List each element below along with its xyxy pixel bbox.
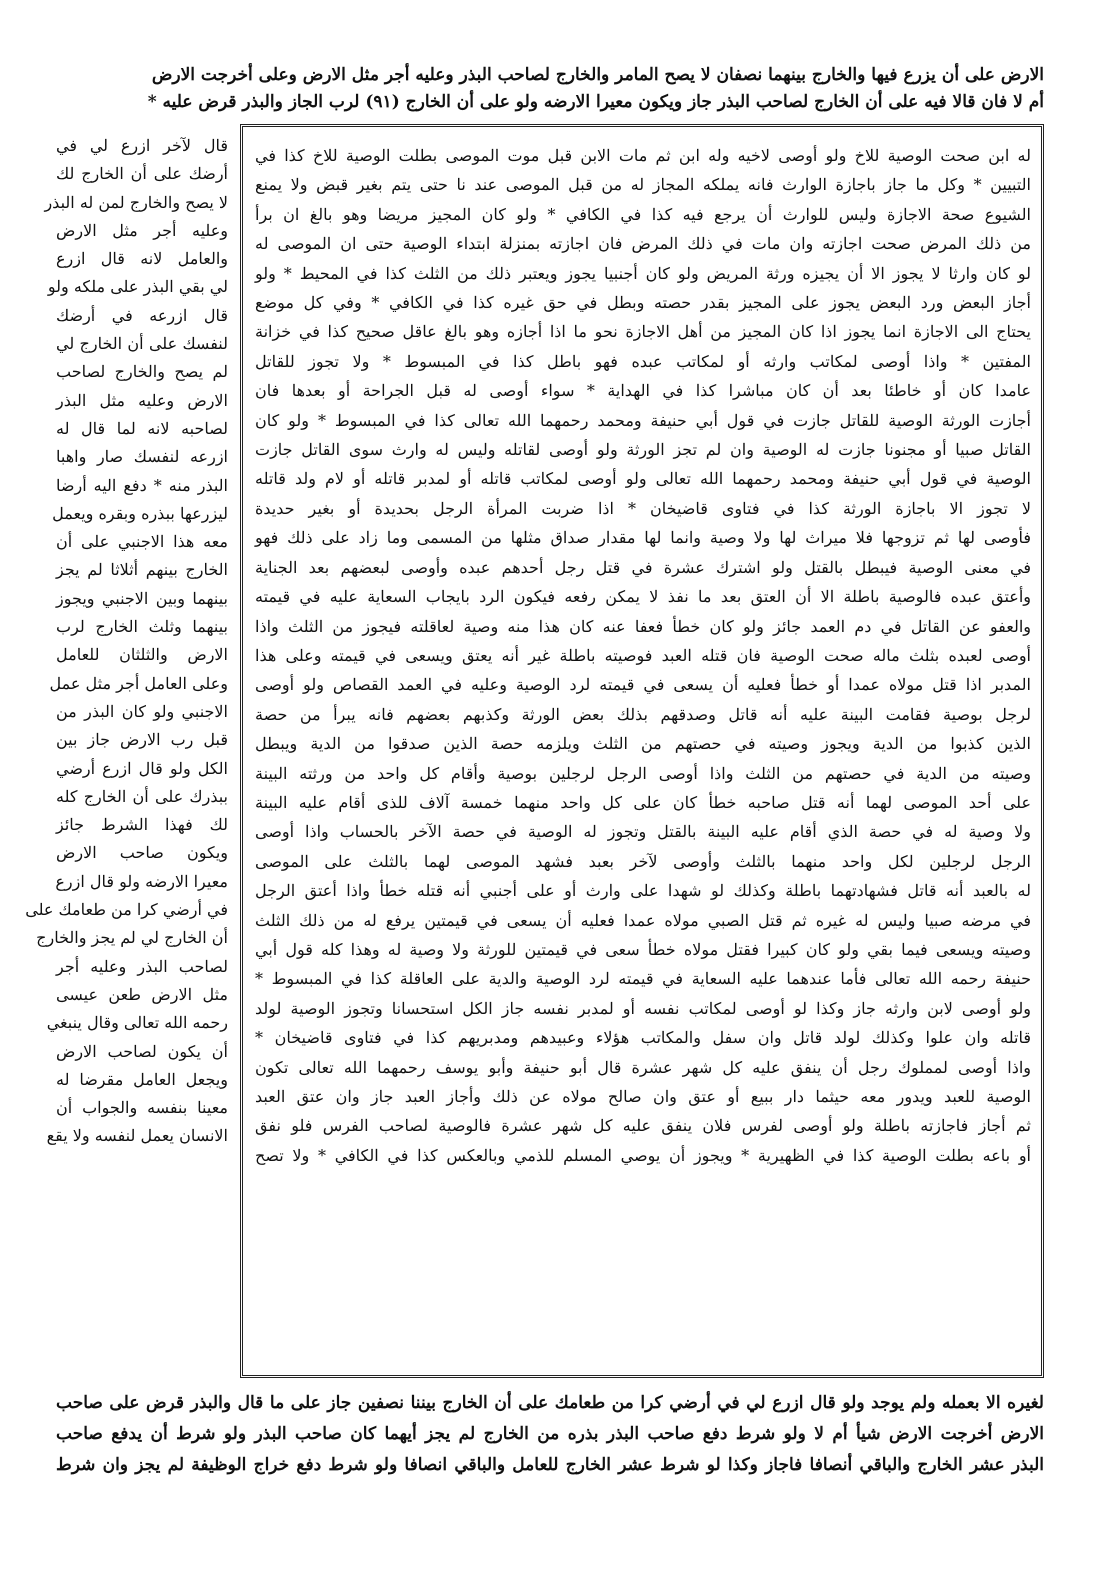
main-text-line: لرجل بوصية فقامت البينة عليه أنه قاتل وصدقهم بذلك بعض الورثة وكذبهم بعضهم فانه يبرأ من حصة (255, 704, 1031, 724)
main-text-line: والعفو عن القاتل في دم العمد جائز ولو كان خطأ فعفا عنه كان هذا منه وصية لعاقلته فيجوز من الثلث واذا (255, 616, 1031, 636)
main-text-line: الرجل لرجلين لكل واحد منهما بالثلث وأوصى لآخر بعبد فشهد الموصى لهما بالثلث على الموصى (255, 851, 1031, 871)
two-column-body (25, 124, 1044, 1378)
margin-text-line: وعليه أجر مثل الارض (56, 220, 228, 240)
margin-text-line: أن الخارج لي لم يجز والخارج (36, 928, 228, 948)
main-text-line: في مرضه صبيا وليس له غيره ثم قتل الصبي مولاه عمدا فعليه أن يسعى في قيمتين يرفع له من ذلك الثلث (255, 910, 1031, 930)
margin-text-line: قال ازرعه في أرضك (56, 305, 228, 325)
margin-text-line: ببذرك على أن الخارج كله (56, 786, 228, 806)
main-text-line: لا تجوز الا باجازة الورثة كذا في فتاوى قاضيخان * اذا ضربت المرأة الرجل بحديدة أو بغير حديدة (255, 498, 1031, 518)
margin-text-line: الانسان يعمل لنفسه ولا يقع (46, 1126, 228, 1146)
margin-text-line: الكل ولو قال ازرع أرضي (56, 758, 228, 778)
main-text-line: لو كان وارثا لا يجوز الا أن يجيزه ورثة المريض ولو كان أجنبيا يجوز ويعتبر ذلك من الثلث كذا في المحيط * ولو (255, 263, 1031, 283)
main-text-line: قاتله وان علوا وكذلك لولد قاتل وان سفل والمكاتب هؤلاء وعبيدهم ومدبريهم كذا في فتاوى قاضيخان * (255, 1028, 1031, 1048)
margin-text-line: معينا بنفسه والجواب أن (56, 1098, 228, 1118)
margin-text-line: مثل الارض طعن عيسى (56, 984, 228, 1004)
main-text-line: واذا أوصى لمملوك رجل أن ينفق عليه كل شهر عشرة قال أبو حنيفة وأبو يوسف رحمهما الله تعالى تكون (255, 1057, 1031, 1077)
margin-text-line: وعلى العامل أجر مثل عمل (49, 673, 228, 693)
main-text-line: يحتاج الى الاجازة انما يجوز اذا كان المجيز من أهل الاجازة نحو ما اذا أجازه وهو بالغ عاقل صحيح كذا في خزانة (255, 322, 1031, 342)
footer-text (56, 1388, 1044, 1481)
margin-text-line: معيرا الارضه ولو قال ازرع (55, 871, 228, 891)
footer-line: الارض أخرجت الارض شيأ أم لا ولو شرط دفع صاحب البذر بذره من الخارج لم يجز أيهما كان صاحب البذر ولو شرط أن يدفع صاحب (56, 1424, 1044, 1444)
margin-text-line: لم يصح والخارج لصاحب (56, 362, 228, 382)
main-text-line: الذين كذبوا من الدية ويجوز وصيته في حصتهم من الثلث ويلزمه حصة الذين صدقوا من الدية ويبطل (255, 734, 1031, 754)
header-text (56, 62, 1044, 116)
margin-text-line: والعامل لانه قال ازرع (56, 249, 228, 269)
margin-text-line: لصاحب البذر وعليه أجر (56, 956, 228, 976)
margin-text-line: ازرعه لنفسك صار واهبا (56, 447, 228, 467)
margin-text-line: رحمه الله تعالى وقال ينبغي (46, 1013, 228, 1033)
main-text-line: التبيين * وكل ما جاز باجازة الوارث فانه يملكه المجاز له من قبل الموصى عند نا حتى يتم بغير قبض ولا يمنع (255, 175, 1031, 195)
margin-text-line: الاجنبي ولو كان البذر من (56, 701, 228, 721)
main-text-line: فأوصى لها ثم تزوجها فلا ميراث لها ولا وصية وانما لها مقدار صداق مثلها من المسمى وما زاد على ذلك فهو (255, 528, 1031, 548)
margin-text-line: لنفسك على أن الخارج لي (56, 334, 228, 354)
margin-text-line: أرضك على أن الخارج لك (56, 164, 228, 184)
main-text-line: عامدا كان أو خاطئا بعد أن كان مباشرا كذا في الهداية * سواء أوصى له قبل الجراحة أو بعدها فان (255, 381, 1031, 401)
margin-text-line: البذر منه * دفع اليه أرضا (56, 475, 228, 495)
header-line: الارض على أن يزرع فيها والخارج بينهما نصفان لا يصح المامر والخارج لصاحب البذر وعليه أجر مثل الارض وعلى أخرجت الارض (151, 65, 1044, 85)
footer-line: البذر عشر الخارج والباقي أنصافا فاجاز وكذا لو شرط عشر الخارج للعامل والباقي انصافا ولو شرط دفع خراج الوظيفة لم يجز وان شرط (56, 1455, 1045, 1475)
main-text-line: أجازت الورثة الوصية للقاتل جازت في قول أبي حنيفة ومحمد رحمهما الله تعالى كذا في المبسوط * ولو كان (255, 410, 1031, 430)
footer-line: لغيره الا بعمله ولم يوجد ولو قال ازرع لي في أرضي كرا من طعامك على أن الخارج بيننا نصفين جاز على ما قال والبذر قرض على صاحب (56, 1393, 1044, 1413)
main-text-line: أو باعه بطلت الوصية كذا في الظهيرية * ويجوز أن يوصي المسلم للذمي وبالعكس كذا في الكافي * ولا تصح (255, 1145, 1031, 1165)
main-text-line: من ذلك المرض صحت اجازته وان مات في ذلك المرض فان اجازته بمنزلة ابتداء الوصية حتى ان الموصى له (255, 234, 1031, 254)
main-text-line: في معنى الوصية فيبطل بالقتل ولو اشترك عشرة في قتل رجل أحدهم عبده وأوصى لبعضهم بعد الجناية (255, 557, 1031, 577)
margin-column (25, 124, 228, 1378)
margin-text-line: بينهما وبين الاجنبي ويجوز (56, 588, 228, 608)
main-text-line: المدبر اذا قتل مولاه عمدا أو خطأ فعليه أن يسعى في قيمته لرد الوصية وعليه في العمد القصاص ولو أوصى (255, 675, 1031, 695)
margin-text-line: ويكون صاحب الارض (56, 843, 228, 863)
main-text-line: أوصى لعبده بثلث ماله صحت الوصية فان قتله العبد فوصيته باطلة غير أنه يعتق ويسعى في قيمته وعلى هذا (255, 645, 1031, 665)
margin-text-line: لا يصح والخارج لمن له البذر (44, 192, 228, 212)
main-text-line: وصيته من الدية في حصتهم من الثلث واذا أوصى الرجل لرجلين بوصية وأقام كل واحد من ورثته البينة (255, 763, 1031, 783)
main-text-line: له بالعبد أنه قاتل فشهادتهما باطلة وكذلك لو شهدا على وارث أو على أجنبي أنه قتله خطأ واذا أعتق الرجل (255, 881, 1031, 901)
margin-text-line: قبل رب الارض جاز بين (56, 730, 228, 750)
main-text-line: ولو أوصى لابن وارثه جاز وكذا لو أوصى لمكاتب نفسه أو لمدبر نفسه جاز الكل استحسانا وتجوز الوصية لولد (255, 998, 1031, 1018)
margin-text-line: قال لآخر ازرع لي في (56, 136, 228, 155)
margin-text-line: لك فهذا الشرط جائز (56, 815, 228, 835)
margin-text-line: لي بقي البذر على ملكه ولو (47, 277, 228, 297)
main-text-line: الوصية في قول أبي حنيفة ومحمد رحمهما الله تعالى ولو أوصى لمكاتب قاتله أو لمدبر قاتله أو لام ولد قاتله (255, 469, 1031, 489)
main-text-line: ولا وصية له في حصة الذي أقام عليه البينة بالقتل وتجوز له الوصية في حصة الآخر بالحساب واذا أوصى (255, 822, 1031, 842)
main-text-line: له ابن صحت الوصية للاخ ولو أوصى لاخيه وله ابن ثم مات الابن قبل موت الموصى بطلت الوصية للاخ كذا في (255, 146, 1031, 165)
margin-text-line: في أرضي كرا من طعامك على (25, 900, 228, 920)
main-text-line: حنيفة رحمه الله تعالى فأما عندهما عليه السعاية في قيمته لرد الوصية والدية على العاقلة كذا في المبسوط * (255, 969, 1032, 989)
main-text-line: على أحد الموصى لهما أنه قتل صاحبه خطأ كان على كل واحد منهما خمسة آلاف للذى أقام عليه البينة (255, 792, 1031, 812)
margin-text-line: بينهما وثلث الخارج لرب (56, 617, 228, 637)
margin-text-line: معه هذا الاجنبي على أن (56, 532, 228, 552)
margin-text-line: الارض والثلثان للعامل (56, 645, 228, 665)
margin-text-line: أن يكون لصاحب الارض (56, 1041, 228, 1061)
main-text-line: أجاز البعض ورد البعض يجوز على المجيز بقدر حصته وبطل في حق غيره كذا في الكافي * وفي كل موضع (255, 293, 1031, 313)
main-text-line: المفتين * واذا أوصى لمكاتب وارثه أو لمكاتب عبده فهو باطل كذا في المبسوط * ولا تجوز للقاتل (255, 351, 1031, 371)
margin-text-line: ويجعل العامل مقرضا له (56, 1069, 228, 1089)
main-text-line: وصيته ويسعى فيما بقي ولو كان كبيرا فقتل مولاه خطأ سعى في قيمتين للورثة ولا وصية له وهذا كله قول أبي (255, 939, 1031, 959)
header-line: أم لا فان قالا فيه على أن الخارج لصاحب البذر جاز ويكون معيرا الارضه ولو على أن الخارج (٩١) لرب الجاز والبذر قرض عليه * (147, 92, 1044, 112)
main-text-line: الوصية للعبد ويدور معه حيثما دار ببيع أو عتق وان صالح مولاه عن ذلك وأجاز العبد جاز وان عتق العبد (255, 1087, 1031, 1106)
main-text-line: القاتل صبيا أو مجنونا جازت له الوصية وان لم تجز الورثة ولو أوصى لقاتله وليس له وارث سوى القاتل جازت (255, 440, 1031, 460)
main-text-line: وأعتق عبده فالوصية باطلة الا أن العتق بعد ما نفذ لا يمكن رفعه فيكون الرد بايجاب السعاية عليه في قيمته (255, 587, 1031, 607)
main-framed-column (240, 124, 1044, 1378)
margin-text-line: ليزرعها ببذره وبقره ويعمل (52, 503, 228, 523)
main-text-line: الشيوع صحة الاجازة وليس للوارث أن يرجع فيه كذا في الكافي * ولو كان المجيز مريضا وهو بالغ ان برأ (255, 204, 1031, 224)
margin-text-line: لصاحبه لانه لما قال له (56, 418, 228, 438)
margin-text-line: الارض وعليه مثل البذر (56, 390, 228, 410)
margin-text-line: الخارج بينهم أثلاثا لم يجز (56, 560, 228, 580)
main-text-line: ثم أجاز فاجازته باطلة ولو أوصى لفرس فلان ينفق عليه كل شهر عشرة فالوصية لصاحب الفرس فلو نفق (255, 1116, 1031, 1136)
